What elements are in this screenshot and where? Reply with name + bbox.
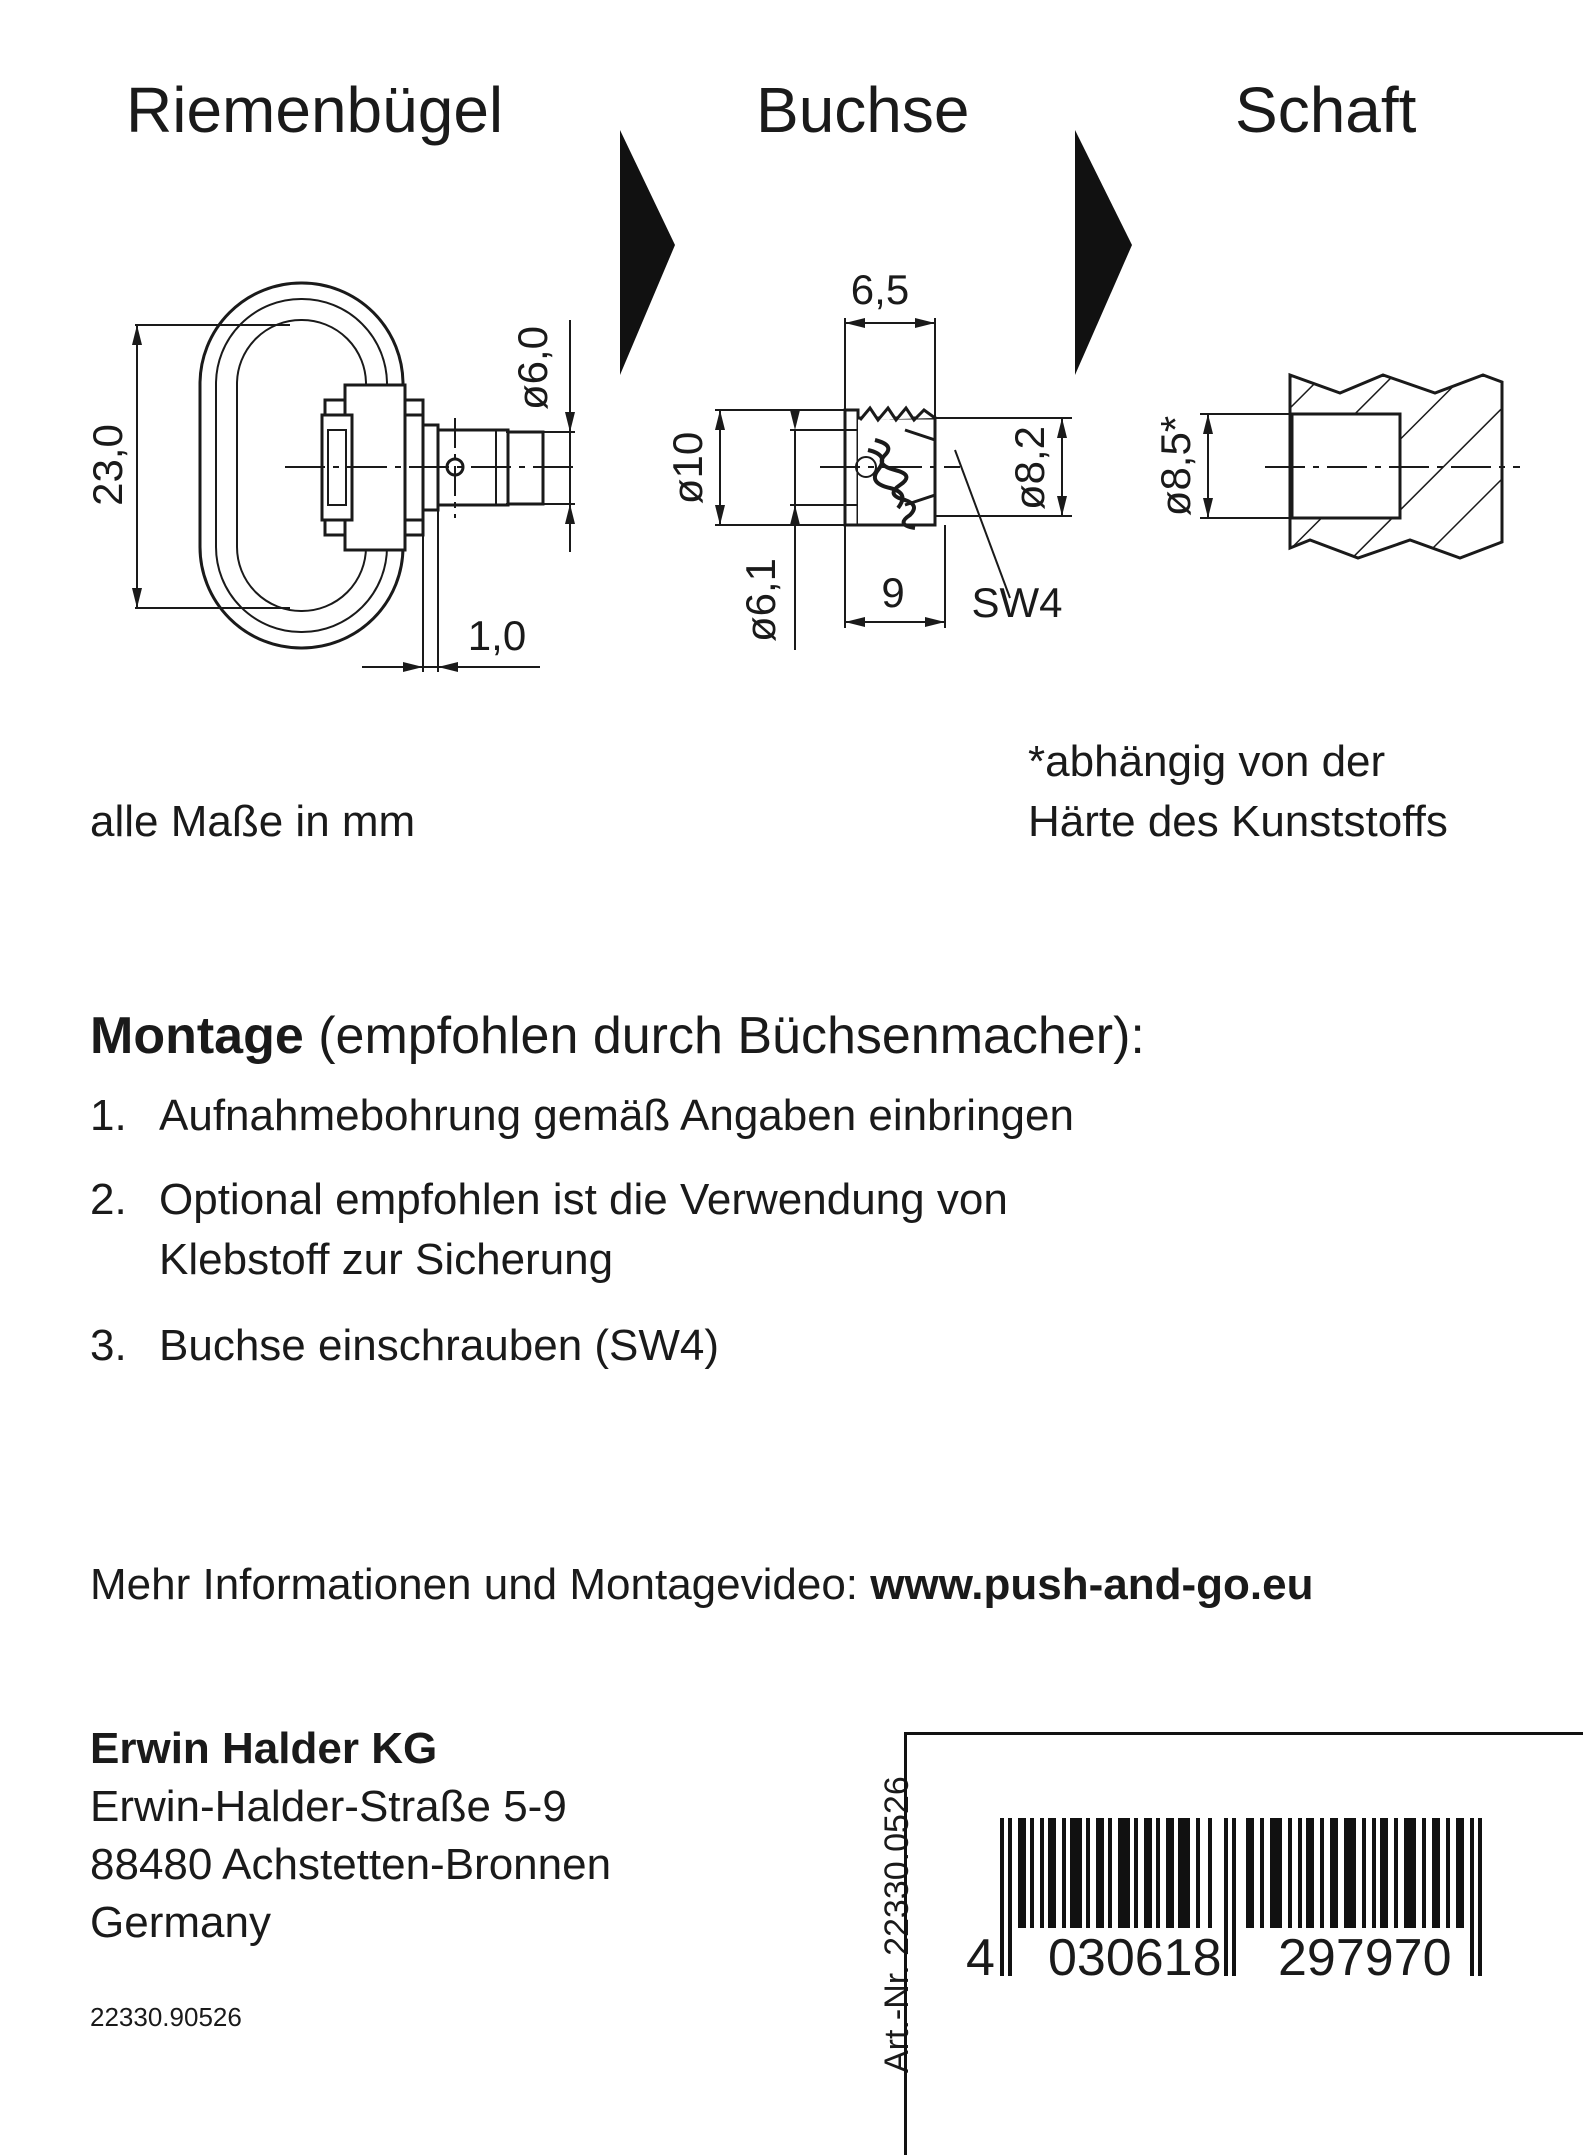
step-number: 3. bbox=[90, 1321, 127, 1370]
dim-buchse-d82: ø8,2 bbox=[1006, 425, 1053, 511]
company-address bbox=[90, 1720, 611, 1952]
montage-title-rest: (empfohlen durch Büchsenmacher): bbox=[303, 1007, 1145, 1065]
dim-buchse-length-top: 6,5 bbox=[850, 266, 910, 313]
dim-buchse-d10: ø10 bbox=[664, 431, 711, 505]
montage-title bbox=[90, 1006, 1145, 1066]
montage-step bbox=[90, 1316, 1390, 1376]
dim-riemen-gap: 1,0 bbox=[467, 612, 527, 659]
company-country: Germany bbox=[90, 1898, 271, 1947]
company-code: 22330.90526 bbox=[90, 2002, 242, 2032]
label-buchse-sw: SW4 bbox=[971, 579, 1063, 626]
arrow-right-icon bbox=[620, 130, 675, 375]
website-link[interactable]: www.push-and-go.eu bbox=[870, 1560, 1314, 1609]
heading-schaft: Schaft bbox=[1235, 74, 1417, 146]
more-info-text: Mehr Informationen und Montagevideo: bbox=[90, 1560, 871, 1609]
dim-riemen-height: 23,0 bbox=[84, 424, 131, 506]
step-text: Buchse einschrauben (SW4) bbox=[159, 1321, 720, 1370]
units-note: alle Maße in mm bbox=[90, 797, 416, 846]
company-street: Erwin-Halder-Straße 5-9 bbox=[90, 1782, 567, 1831]
riemenbuegel-drawing bbox=[200, 283, 543, 648]
dim-riemen-diameter: ø6,0 bbox=[509, 325, 556, 411]
barcode-left-group: 030618 bbox=[1048, 1929, 1222, 1987]
company-name: Erwin Halder KG bbox=[90, 1724, 438, 1773]
dim-buchse-length-bottom: 9 bbox=[881, 569, 905, 616]
article-number: Art.-Nr. 22330.0526 bbox=[878, 1776, 916, 2073]
hardness-note-line2: Härte des Kunststoffs bbox=[1028, 797, 1448, 846]
barcode-right-group: 297970 bbox=[1278, 1929, 1452, 1987]
more-info bbox=[90, 1560, 1313, 1610]
technical-drawing bbox=[0, 0, 1583, 720]
step-number: 1. bbox=[90, 1091, 127, 1140]
hardness-note-line1: *abhängig von der bbox=[1028, 737, 1386, 786]
heading-buchse: Buchse bbox=[756, 74, 970, 146]
montage-step bbox=[90, 1086, 1390, 1146]
step-text: Aufnahmebohrung gemäß Angaben einbringen bbox=[159, 1091, 1074, 1140]
arrow-right-icon bbox=[1075, 130, 1132, 375]
montage-title-bold: Montage bbox=[90, 1007, 304, 1065]
step-number: 2. bbox=[90, 1175, 127, 1224]
montage-step bbox=[90, 1170, 1390, 1290]
heading-riemenbuegel: Riemenbügel bbox=[126, 74, 504, 146]
barcode-first-digit: 4 bbox=[966, 1929, 995, 1987]
schaft-drawing bbox=[1200, 375, 1520, 558]
company-city: 88480 Achstetten-Bronnen bbox=[90, 1840, 612, 1889]
dim-buchse-d61: ø6,1 bbox=[737, 557, 784, 643]
dim-schaft-diameter: ø8,5* bbox=[1152, 415, 1199, 517]
step-text: Optional empfohlen ist die Verwendung von Klebstoff zur Sicherung bbox=[159, 1175, 1008, 1284]
